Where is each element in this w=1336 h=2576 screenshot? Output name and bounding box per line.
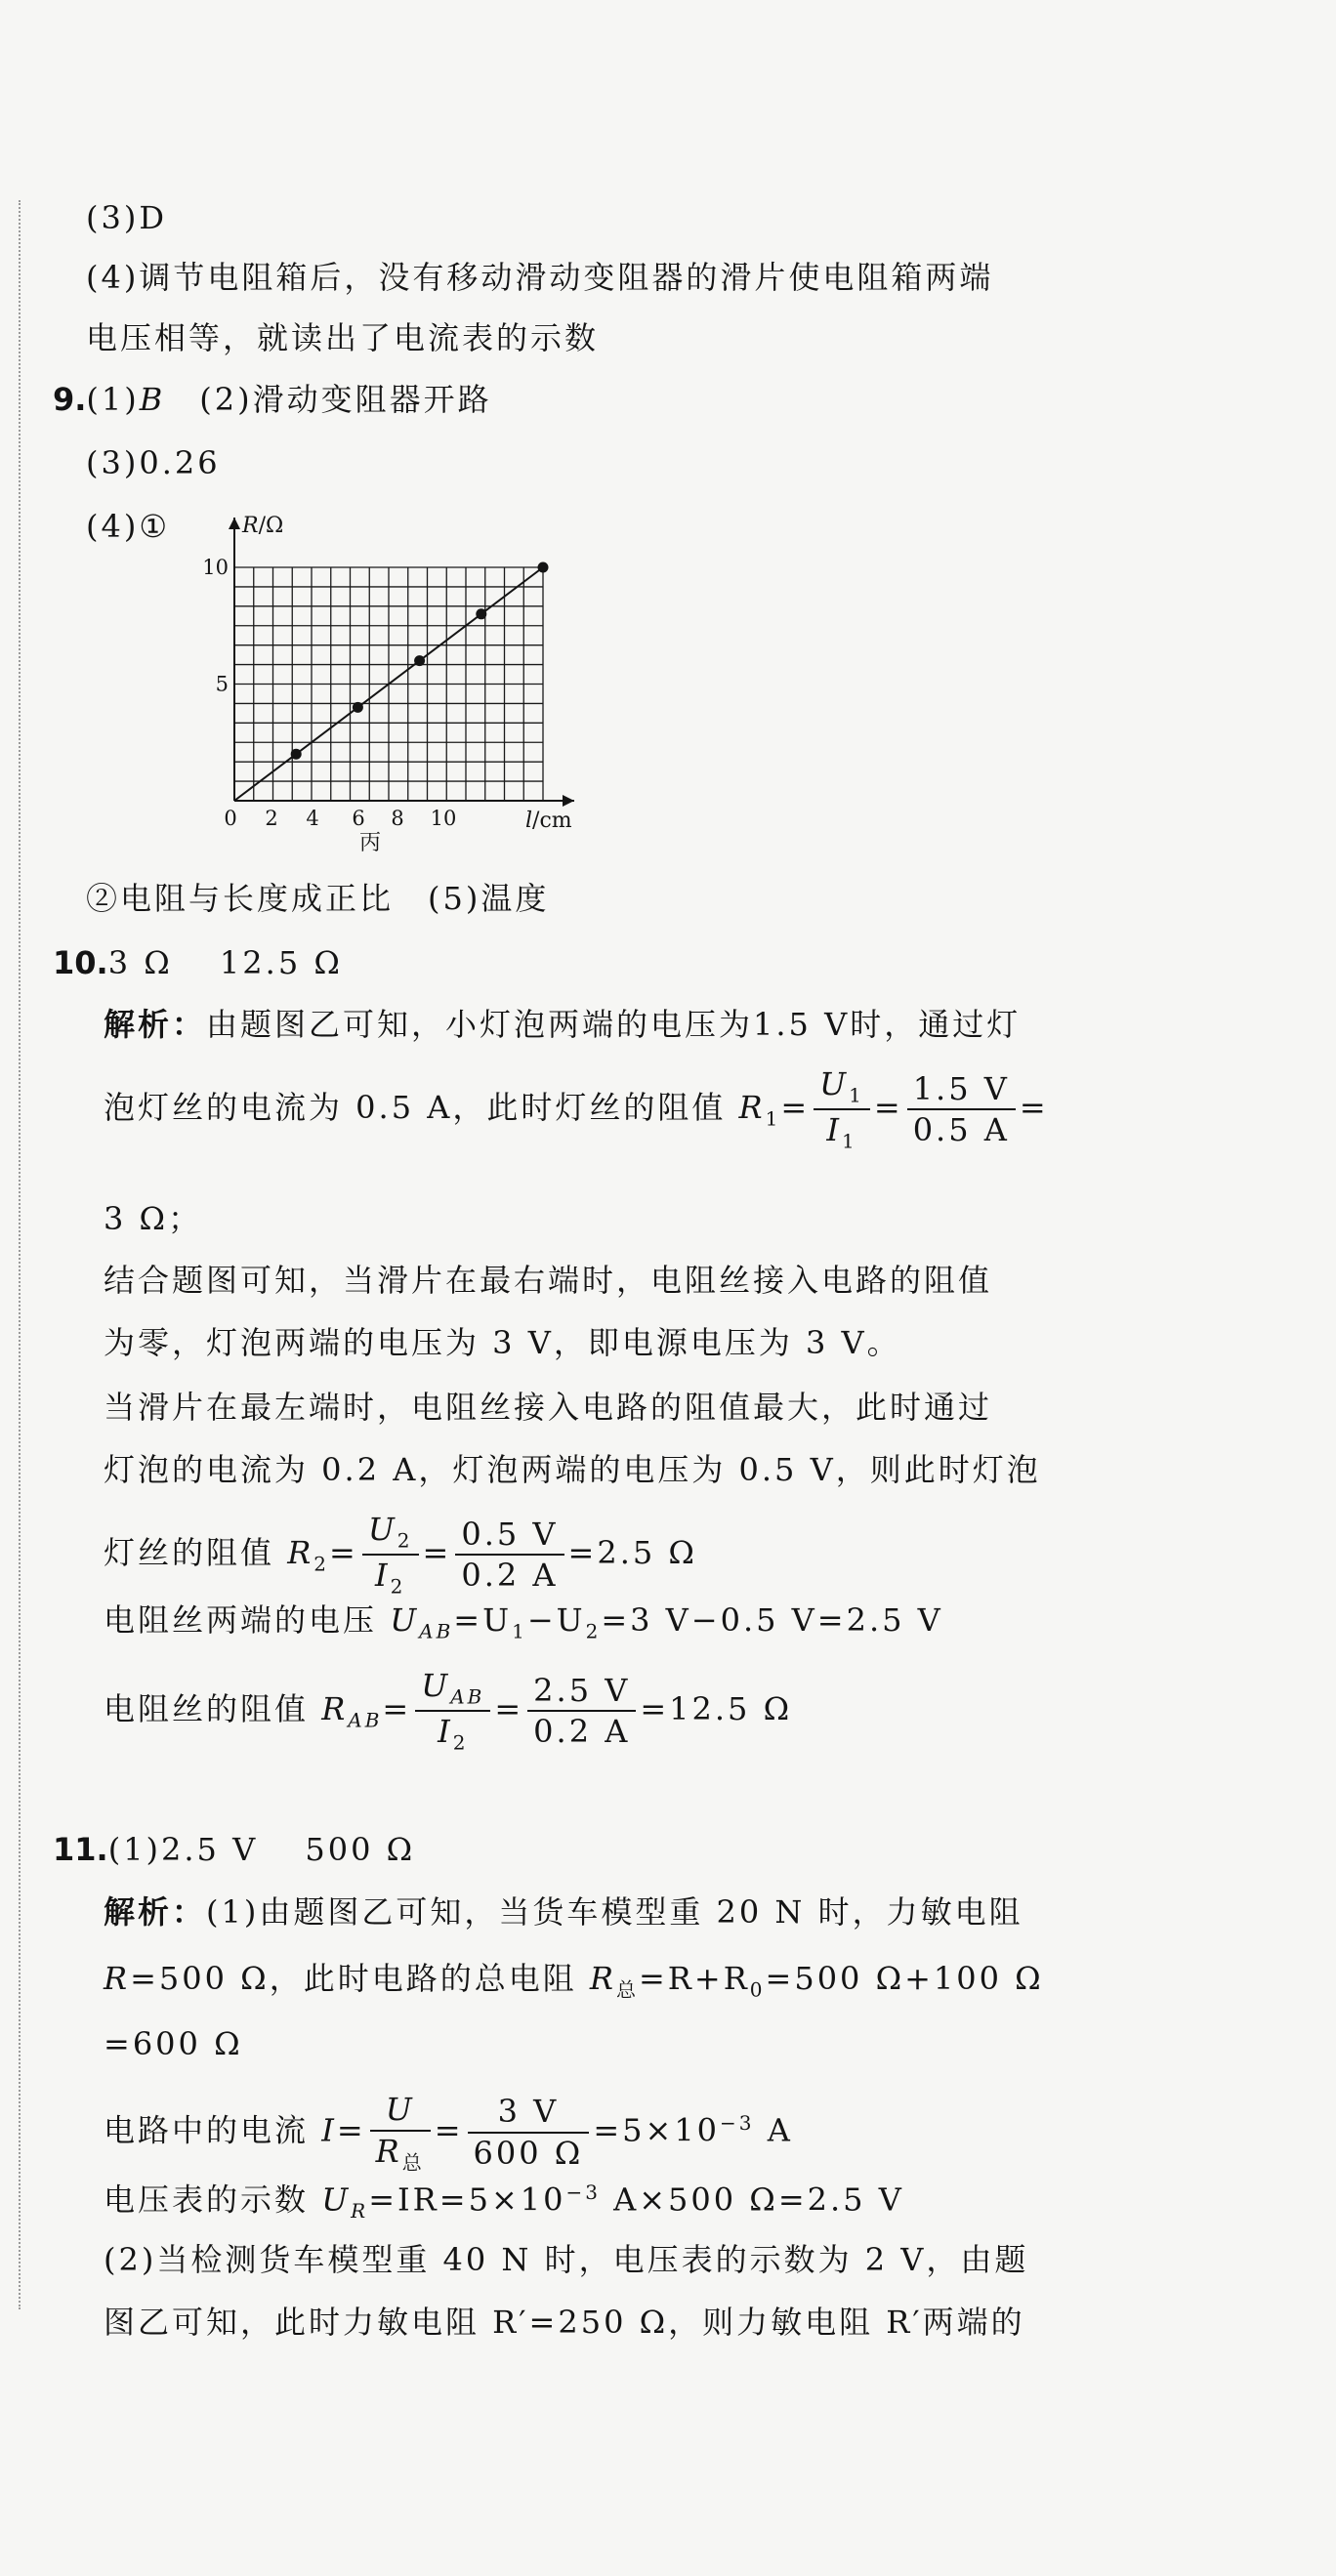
q11-number: 11. xyxy=(53,1831,108,1868)
q8-part3: (3)D xyxy=(86,199,167,236)
data-point xyxy=(538,562,549,573)
q10-analysis-line8: 灯丝的阻值 $R_2=$ $\frac{U_2}{I_2}$ = $\frac{0.5 V}{0.2 A}$ =2.5 Ω xyxy=(104,1511,697,1599)
q10-line1 xyxy=(53,944,343,981)
q11-analysis-line2: R=500 Ω，此时电路的总电阻 $R_总=R+R_0=500$ Ω+100 Ω xyxy=(104,1960,1044,2002)
data-point xyxy=(353,702,363,713)
y-tick-label: 5 xyxy=(215,672,229,696)
y-axis-label: R/Ω xyxy=(242,514,284,538)
q8-part4-line1: (4)调节电阻箱后，没有移动滑动变阻器的滑片使电阻箱两端 xyxy=(86,259,994,296)
fraction-1-5v-0-5a: $\frac{1.5 V}{0.5 A}$ xyxy=(907,1071,1016,1149)
fraction-u-r-total: $\frac{U}{R_总}$ xyxy=(370,2092,431,2174)
q10-analysis-line2: 泡灯丝的电流为 0.5 A，此时灯丝的阻值 $R_1=$ $\frac{U_1}{I_1}$ = $\frac{1.5 V}{0.5 A}$ = xyxy=(104,1065,1049,1153)
q9-part4-conclusion: ②电阻与长度成正比 (5)温度 xyxy=(86,880,550,917)
x-tick-label: 4 xyxy=(306,807,319,830)
q10-analysis-line1: 解析：由题图乙可知，小灯泡两端的电压为1.5 V时，通过灯 xyxy=(104,1006,1022,1043)
q9-number: 9. xyxy=(53,381,87,418)
binding-margin-line xyxy=(19,200,21,2309)
q10-analysis-line9: 电阻丝两端的电压 $U_{AB}=U_1-U_2=3$ V−0.5 V=2.5 V xyxy=(104,1601,943,1643)
q9-line1: 9.(1)B (2)滑动变阻器开路 xyxy=(53,381,492,418)
q11-analysis-line5: 电压表的示数 $U_R=IR=5\times 10^{-3}$ A×500 Ω=2.5 V xyxy=(104,2181,904,2223)
q11-line1 xyxy=(53,1831,416,1868)
x-tick-label: 6 xyxy=(352,807,365,830)
q11-analysis-line4: 电路中的电流 I= $\frac{U}{R_总}$ = $\frac{3 V}{600 \Omega}$ $=5\times 10^{-3}$ A xyxy=(104,2091,793,2175)
q11-analysis-line7: 图乙可知，此时力敏电阻 R′=250 Ω，则力敏电阻 R′两端的 xyxy=(104,2304,1025,2341)
fraction-0-5v-0-2a: $\frac{0.5 V}{0.2 A}$ xyxy=(455,1517,564,1595)
chart-caption: 丙 xyxy=(358,831,382,855)
data-point xyxy=(476,608,486,619)
q9-part3: (3)0.26 xyxy=(86,444,221,481)
fraction-uab-i2: $\frac{U_{AB}}{I_2}$ xyxy=(415,1668,490,1755)
x-tick-label: 8 xyxy=(391,807,404,830)
q10-answer: 3 Ω 12.5 Ω xyxy=(107,944,343,981)
data-point xyxy=(291,749,302,760)
y-axis-arrow xyxy=(229,518,240,529)
x-tick-label: 10 xyxy=(430,807,457,830)
x-tick-label: 0 xyxy=(224,807,237,830)
resistance-length-chart xyxy=(176,503,586,864)
q10-analysis-line3: 3 Ω； xyxy=(104,1200,203,1237)
q10-analysis-line7: 灯泡的电流为 0.2 A，灯泡两端的电压为 0.5 V，则此时灯泡 xyxy=(104,1451,1041,1488)
x-axis-label: l/cm xyxy=(525,809,572,833)
q10-analysis-line10: 电阻丝的阻值 $R_{AB}=$ $\frac{U_{AB}}{I_2}$ = $\frac{2.5 V}{0.2 A}$ =12.5 Ω xyxy=(104,1667,793,1755)
fraction-2-5v-0-2a: $\frac{2.5 V}{0.2 A}$ xyxy=(527,1673,636,1751)
chart-axes xyxy=(229,518,574,807)
y-tick-label: 10 xyxy=(202,556,229,579)
q10-analysis-line6: 当滑片在最左端时，电阻丝接入电路的阻值最大，此时通过 xyxy=(104,1389,993,1426)
q11-analysis-line3: =600 Ω xyxy=(104,2025,243,2062)
x-tick-label: 2 xyxy=(265,807,278,830)
data-point xyxy=(414,655,425,666)
q11-answer: (1)2.5 V 500 Ω xyxy=(107,1831,416,1868)
q8-part4-line2: 电压相等，就读出了电流表的示数 xyxy=(86,319,600,356)
q11-analysis-line1: 解析：(1)由题图乙可知，当货车模型重 20 N 时，力敏电阻 xyxy=(104,1893,1023,1931)
q9-part2: (2)滑动变阻器开路 xyxy=(199,381,492,418)
q10-analysis-line5: 为零，灯泡两端的电压为 3 V，即电源电压为 3 V。 xyxy=(104,1324,901,1361)
q10-analysis-line4: 结合题图可知，当滑片在最右端时，电阻丝接入电路的阻值 xyxy=(104,1262,993,1299)
fraction-u1-i1: $\frac{U_1}{I_1}$ xyxy=(814,1066,870,1153)
q9-part4-label: (4)① xyxy=(86,508,171,545)
fraction-u2-i2: $\frac{U_2}{I_2}$ xyxy=(362,1512,419,1599)
q10-number: 10. xyxy=(53,944,108,981)
x-axis-arrow xyxy=(563,795,574,807)
q11-analysis-line6: (2)当检测货车模型重 40 N 时，电压表的示数为 2 V，由题 xyxy=(104,2241,1029,2278)
fraction-3v-600ohm: $\frac{3 V}{600 \Omega}$ xyxy=(468,2094,590,2172)
